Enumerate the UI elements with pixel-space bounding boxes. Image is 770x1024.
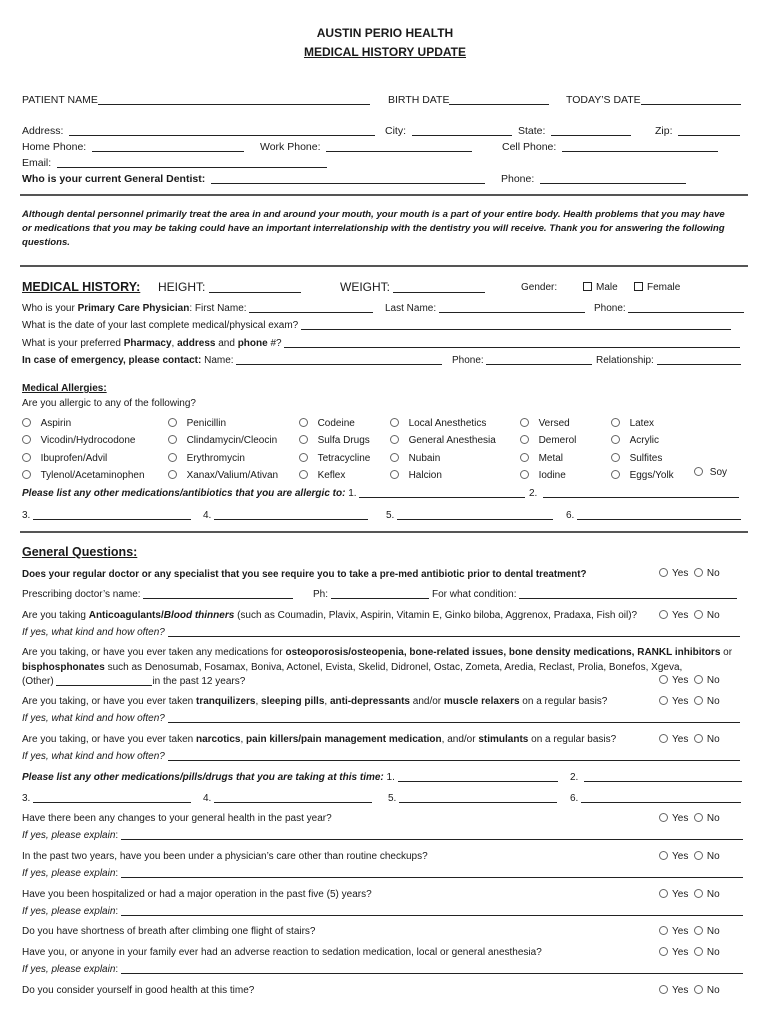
radio-icon[interactable] bbox=[659, 568, 668, 577]
city-field[interactable] bbox=[412, 126, 512, 136]
work-phone-row: Work Phone: bbox=[260, 141, 472, 153]
radio-icon[interactable] bbox=[659, 947, 668, 956]
allergy-option[interactable]: Eggs/Yolk bbox=[611, 467, 674, 484]
allergy-option[interactable]: Codeine bbox=[299, 415, 370, 432]
emergency-name-field[interactable] bbox=[236, 355, 442, 365]
allergy-option[interactable]: Halcion bbox=[390, 467, 496, 484]
home-phone-field[interactable] bbox=[92, 142, 244, 152]
allergy-column-6 bbox=[611, 415, 674, 484]
medication-list-row: 5. bbox=[388, 793, 557, 804]
if-yes-field[interactable] bbox=[168, 713, 740, 723]
osteo-other-field[interactable] bbox=[56, 676, 152, 686]
dentist-phone-row: Phone: bbox=[501, 173, 686, 185]
radio-icon[interactable] bbox=[659, 610, 668, 619]
allergy-option[interactable]: Penicillin bbox=[168, 415, 278, 432]
yes-no-options: Yes No bbox=[659, 696, 720, 707]
radio-icon[interactable] bbox=[659, 985, 668, 994]
radio-icon[interactable] bbox=[611, 435, 620, 444]
allergy-option[interactable]: Sulfites bbox=[611, 450, 674, 467]
physician-row: Who is your Primary Care Physician: First Name: bbox=[22, 303, 373, 314]
question-premed: Does your regular doctor or any specialist that you see require you to take a pre-med antibiotic prior to dental treatment? bbox=[22, 569, 587, 580]
allergy-list-field-6[interactable] bbox=[577, 510, 741, 520]
medication-list-row: 3. bbox=[22, 793, 191, 804]
allergy-option[interactable]: Clindamycin/Cleocin bbox=[168, 432, 278, 449]
radio-icon[interactable] bbox=[168, 435, 177, 444]
if-yes-field[interactable] bbox=[168, 627, 740, 637]
if-yes-field[interactable] bbox=[168, 751, 740, 761]
radio-icon[interactable] bbox=[694, 985, 703, 994]
emergency-row: In case of emergency, please contact: Name: bbox=[22, 355, 442, 366]
radio-icon[interactable] bbox=[299, 418, 308, 427]
allergy-list-field-5[interactable] bbox=[397, 510, 553, 520]
work-phone-field[interactable] bbox=[326, 142, 472, 152]
radio-icon[interactable] bbox=[694, 568, 703, 577]
email-field[interactable] bbox=[57, 158, 327, 168]
if-yes-row: If yes, please explain: bbox=[22, 906, 743, 917]
medication-list-row: 4. bbox=[203, 793, 372, 804]
allergy-list-row: 6. bbox=[566, 510, 741, 521]
allergy-list-field-3[interactable] bbox=[33, 510, 191, 520]
if-yes-row: If yes, what kind and how often? bbox=[22, 627, 740, 638]
allergies-question: Are you allergic to any of the following? bbox=[22, 398, 196, 409]
medication-list-field-4[interactable] bbox=[214, 793, 372, 803]
allergy-option[interactable]: Soy bbox=[694, 467, 727, 478]
yes-no-options: Yes No bbox=[659, 734, 720, 745]
yes-no-options: Yes No bbox=[659, 675, 720, 686]
allergy-option[interactable]: Local Anesthetics bbox=[390, 415, 496, 432]
allergy-column-3 bbox=[299, 415, 370, 484]
address-field[interactable] bbox=[69, 126, 375, 136]
allergy-column-5 bbox=[520, 415, 576, 484]
dentist-field[interactable] bbox=[211, 174, 485, 184]
yes-no-options: Yes No bbox=[659, 568, 720, 579]
allergy-option[interactable]: Metal bbox=[520, 450, 576, 467]
radio-icon[interactable] bbox=[520, 470, 529, 479]
dentist-row: Who is your current General Dentist: bbox=[22, 173, 485, 185]
if-yes-row: If yes, what kind and how often? bbox=[22, 713, 740, 724]
physician-last-name-row: Last Name: bbox=[385, 303, 585, 314]
radio-icon[interactable] bbox=[299, 470, 308, 479]
radio-icon[interactable] bbox=[390, 453, 399, 462]
dentist-phone-field[interactable] bbox=[540, 174, 686, 184]
radio-icon[interactable] bbox=[694, 610, 703, 619]
radio-icon[interactable] bbox=[22, 470, 31, 479]
zip-row: Zip: bbox=[655, 125, 740, 137]
radio-icon[interactable] bbox=[659, 889, 668, 898]
checkbox-icon[interactable] bbox=[583, 282, 592, 291]
radio-icon[interactable] bbox=[390, 470, 399, 479]
city-row: City: bbox=[385, 125, 512, 137]
zip-field[interactable] bbox=[678, 126, 740, 136]
allergy-option[interactable]: Xanax/Valium/Ativan bbox=[168, 467, 278, 484]
allergy-option[interactable]: Keflex bbox=[299, 467, 370, 484]
physician-phone-row: Phone: bbox=[594, 303, 744, 314]
yes-no-options: Yes No bbox=[659, 813, 720, 824]
divider bbox=[20, 194, 748, 196]
radio-icon[interactable] bbox=[659, 696, 668, 705]
checkbox-icon[interactable] bbox=[634, 282, 643, 291]
radio-icon[interactable] bbox=[694, 734, 703, 743]
allergy-list-field-1[interactable] bbox=[359, 488, 525, 498]
radio-icon[interactable] bbox=[390, 418, 399, 427]
allergy-list-row: 2. bbox=[529, 488, 739, 499]
allergy-list-field-4[interactable] bbox=[214, 510, 368, 520]
form-title: AUSTIN PERIO HEALTH bbox=[316, 26, 454, 40]
explain-field[interactable] bbox=[121, 906, 743, 916]
address-row: Address: bbox=[22, 125, 375, 137]
radio-icon[interactable] bbox=[390, 435, 399, 444]
radio-icon[interactable] bbox=[520, 453, 529, 462]
form-subtitle: MEDICAL HISTORY UPDATE bbox=[303, 45, 467, 59]
if-yes-row: If yes, what kind and how often? bbox=[22, 751, 740, 762]
radio-icon[interactable] bbox=[611, 470, 620, 479]
radio-icon[interactable] bbox=[611, 453, 620, 462]
medication-list-row: 2. bbox=[570, 772, 742, 783]
radio-icon[interactable] bbox=[694, 467, 703, 476]
allergy-list-row: 4. bbox=[203, 510, 368, 521]
medication-list-row: 6. bbox=[570, 793, 741, 804]
question-narcotics: Are you taking, or have you ever taken narcotics, pain killers/pain management medication, and/or stimulants on a regular basis? bbox=[22, 734, 617, 745]
radio-icon[interactable] bbox=[520, 435, 529, 444]
radio-icon[interactable] bbox=[22, 453, 31, 462]
radio-icon[interactable] bbox=[299, 435, 308, 444]
allergy-list-field-2[interactable] bbox=[543, 488, 739, 498]
question-shortness-of-breath: Do you have shortness of breath after climbing one flight of stairs? bbox=[22, 926, 316, 937]
medication-list-field-1[interactable] bbox=[398, 772, 558, 782]
allergy-option[interactable]: Latex bbox=[611, 415, 674, 432]
allergy-column-2 bbox=[168, 415, 278, 484]
question-good-health: Do you consider yourself in good health at this time? bbox=[22, 985, 255, 996]
medication-list-field-2[interactable] bbox=[584, 772, 742, 782]
prescribing-row: Prescribing doctor’s name: bbox=[22, 589, 293, 600]
allergy-option[interactable]: Aspirin bbox=[22, 415, 145, 432]
medical-history-heading: MEDICAL HISTORY: bbox=[22, 280, 141, 294]
today-date-field[interactable] bbox=[641, 95, 741, 105]
height-row: HEIGHT: bbox=[158, 280, 301, 294]
question-tranquilizers: Are you taking, or have you ever taken tranquilizers, sleeping pills, anti-depressants and/or muscle relaxers on a regular basis? bbox=[22, 696, 608, 707]
allergy-option[interactable]: Vicodin/Hydrocodone bbox=[22, 432, 145, 449]
emergency-phone-field[interactable] bbox=[486, 355, 592, 365]
emergency-phone-row: Phone: bbox=[452, 355, 592, 366]
radio-icon[interactable] bbox=[694, 947, 703, 956]
radio-icon[interactable] bbox=[694, 813, 703, 822]
allergy-column-4 bbox=[390, 415, 496, 484]
question-health-changes: Have there been any changes to your general health in the past year? bbox=[22, 813, 332, 824]
condition-field[interactable] bbox=[519, 589, 737, 599]
medication-list-row: Please list any other medications/pills/drugs that you are taking at this time: 1. bbox=[22, 772, 558, 783]
cell-phone-field[interactable] bbox=[562, 142, 718, 152]
today-date-row: TODAY’S DATE bbox=[566, 94, 741, 106]
exam-date-field[interactable] bbox=[301, 320, 731, 330]
radio-icon[interactable] bbox=[694, 926, 703, 935]
radio-icon[interactable] bbox=[168, 418, 177, 427]
radio-icon[interactable] bbox=[659, 675, 668, 684]
allergy-list-row: Please list any other medications/antibiotics that you are allergic to: 1. bbox=[22, 488, 525, 499]
allergy-option[interactable]: Tylenol/Acetaminophen bbox=[22, 467, 145, 484]
allergy-list-row: 5. bbox=[386, 510, 553, 521]
relationship-field[interactable] bbox=[657, 355, 741, 365]
allergy-option[interactable]: Erythromycin bbox=[168, 450, 278, 467]
if-yes-row: If yes, please explain: bbox=[22, 830, 743, 841]
allergy-option[interactable]: Versed bbox=[520, 415, 576, 432]
allergy-option[interactable]: Sulfa Drugs bbox=[299, 432, 370, 449]
prescribing-phone-field[interactable] bbox=[331, 589, 429, 599]
radio-icon[interactable] bbox=[611, 418, 620, 427]
question-sedation: Have you, or anyone in your family ever had an adverse reaction to sedation medication, local or general anesthesia? bbox=[22, 947, 542, 958]
allergies-heading: Medical Allergies: bbox=[22, 383, 107, 394]
condition-row: For what condition: bbox=[432, 589, 737, 600]
pharmacy-row: What is your preferred Pharmacy, address and phone #? bbox=[22, 338, 740, 349]
explain-field[interactable] bbox=[121, 868, 743, 878]
radio-icon[interactable] bbox=[659, 851, 668, 860]
gender-label: Gender: bbox=[521, 282, 558, 293]
explain-field[interactable] bbox=[121, 830, 743, 840]
allergy-option[interactable]: Ibuprofen/Advil bbox=[22, 450, 145, 467]
general-questions-heading: General Questions: bbox=[22, 545, 138, 559]
prescribing-phone-row: Ph: bbox=[313, 589, 429, 600]
question-physician-care: In the past two years, have you been under a physician’s care other than routine checkups? bbox=[22, 851, 428, 862]
exam-row: What is the date of your last complete medical/physical exam? bbox=[22, 320, 731, 331]
radio-icon[interactable] bbox=[659, 813, 668, 822]
allergy-column-1 bbox=[22, 415, 145, 484]
medication-list-field-3[interactable] bbox=[33, 793, 191, 803]
gender-male-option[interactable]: Male bbox=[583, 282, 618, 293]
allergy-option[interactable]: Iodine bbox=[520, 467, 576, 484]
question-anticoagulants: Are you taking Anticoagulants/Blood thinners (such as Coumadin, Plavix, Aspirin, Vitamin E, Ginko biloba, Aggrenox, Pradaxa, Fish oil)? bbox=[22, 610, 638, 621]
if-yes-row: If yes, please explain: bbox=[22, 868, 743, 879]
allergy-list-row: 3. bbox=[22, 510, 191, 521]
yes-no-options: Yes No bbox=[659, 851, 720, 862]
home-phone-row: Home Phone: bbox=[22, 141, 244, 153]
birth-date-field[interactable] bbox=[449, 95, 549, 105]
email-row: Email: bbox=[22, 157, 327, 169]
physician-first-name-field[interactable] bbox=[249, 303, 373, 313]
yes-no-options: Yes No bbox=[659, 889, 720, 900]
radio-icon[interactable] bbox=[168, 453, 177, 462]
allergy-option[interactable]: Tetracycline bbox=[299, 450, 370, 467]
intro-paragraph: Although dental personnel primarily treat the area in and around your mouth, your mouth is a part of your entire body. Health problems that you may have or medications that you may be taking could have an important interrelationship with the dentistry you will receive. Thank you for answering the following questions. bbox=[22, 209, 725, 248]
allergy-option[interactable]: Demerol bbox=[520, 432, 576, 449]
question-hospitalized: Have you been hospitalized or had a major operation in the past five (5) years? bbox=[22, 889, 372, 900]
radio-icon[interactable] bbox=[168, 470, 177, 479]
medication-list-field-6[interactable] bbox=[581, 793, 741, 803]
gender-female-option[interactable]: Female bbox=[634, 282, 680, 293]
weight-row: WEIGHT: bbox=[340, 280, 485, 294]
radio-icon[interactable] bbox=[694, 675, 703, 684]
divider bbox=[20, 531, 748, 533]
pharmacy-field[interactable] bbox=[284, 338, 740, 348]
birth-date-row: BIRTH DATE bbox=[388, 94, 549, 106]
question-osteoporosis: Are you taking, or have you ever taken any medications for osteoporosis/osteopenia, bone-related issues, bone density medications, RANKL inhibitors or bisphosphonates such as Denosumab, Fosamax, Boniva, Actonel, Evista, Skelid, Didronel, Ostac, Zometa, Aredia, Reclast, Prolia, Bonefos, Xgeva, (Other) in the past 12 years? bbox=[22, 647, 733, 687]
patient-name-field[interactable] bbox=[98, 95, 370, 105]
yes-no-options: Yes No bbox=[659, 926, 720, 937]
physician-last-name-field[interactable] bbox=[439, 303, 585, 313]
state-row: State: bbox=[518, 125, 631, 137]
patient-name-row: PATIENT NAME bbox=[22, 94, 370, 106]
allergy-option[interactable]: Acrylic bbox=[611, 432, 674, 449]
physician-phone-field[interactable] bbox=[628, 303, 744, 313]
yes-no-options: Yes No bbox=[659, 610, 720, 621]
radio-icon[interactable] bbox=[22, 418, 31, 427]
radio-icon[interactable] bbox=[694, 889, 703, 898]
radio-icon[interactable] bbox=[694, 851, 703, 860]
weight-field[interactable] bbox=[393, 283, 485, 293]
radio-icon[interactable] bbox=[659, 734, 668, 743]
medication-list-field-5[interactable] bbox=[399, 793, 557, 803]
relationship-row: Relationship: bbox=[596, 355, 741, 366]
yes-no-options: Yes No bbox=[659, 947, 720, 958]
allergy-option[interactable]: General Anesthesia bbox=[390, 432, 496, 449]
prescribing-doctor-field[interactable] bbox=[143, 589, 293, 599]
cell-phone-row: Cell Phone: bbox=[502, 141, 718, 153]
explain-field[interactable] bbox=[121, 964, 743, 974]
divider bbox=[20, 265, 748, 267]
state-field[interactable] bbox=[551, 126, 631, 136]
radio-icon[interactable] bbox=[694, 696, 703, 705]
if-yes-row: If yes, please explain: bbox=[22, 964, 743, 975]
radio-icon[interactable] bbox=[520, 418, 529, 427]
height-field[interactable] bbox=[209, 283, 301, 293]
allergy-option[interactable]: Nubain bbox=[390, 450, 496, 467]
radio-icon[interactable] bbox=[22, 435, 31, 444]
radio-icon[interactable] bbox=[659, 926, 668, 935]
yes-no-options: Yes No bbox=[659, 985, 720, 996]
radio-icon[interactable] bbox=[299, 453, 308, 462]
